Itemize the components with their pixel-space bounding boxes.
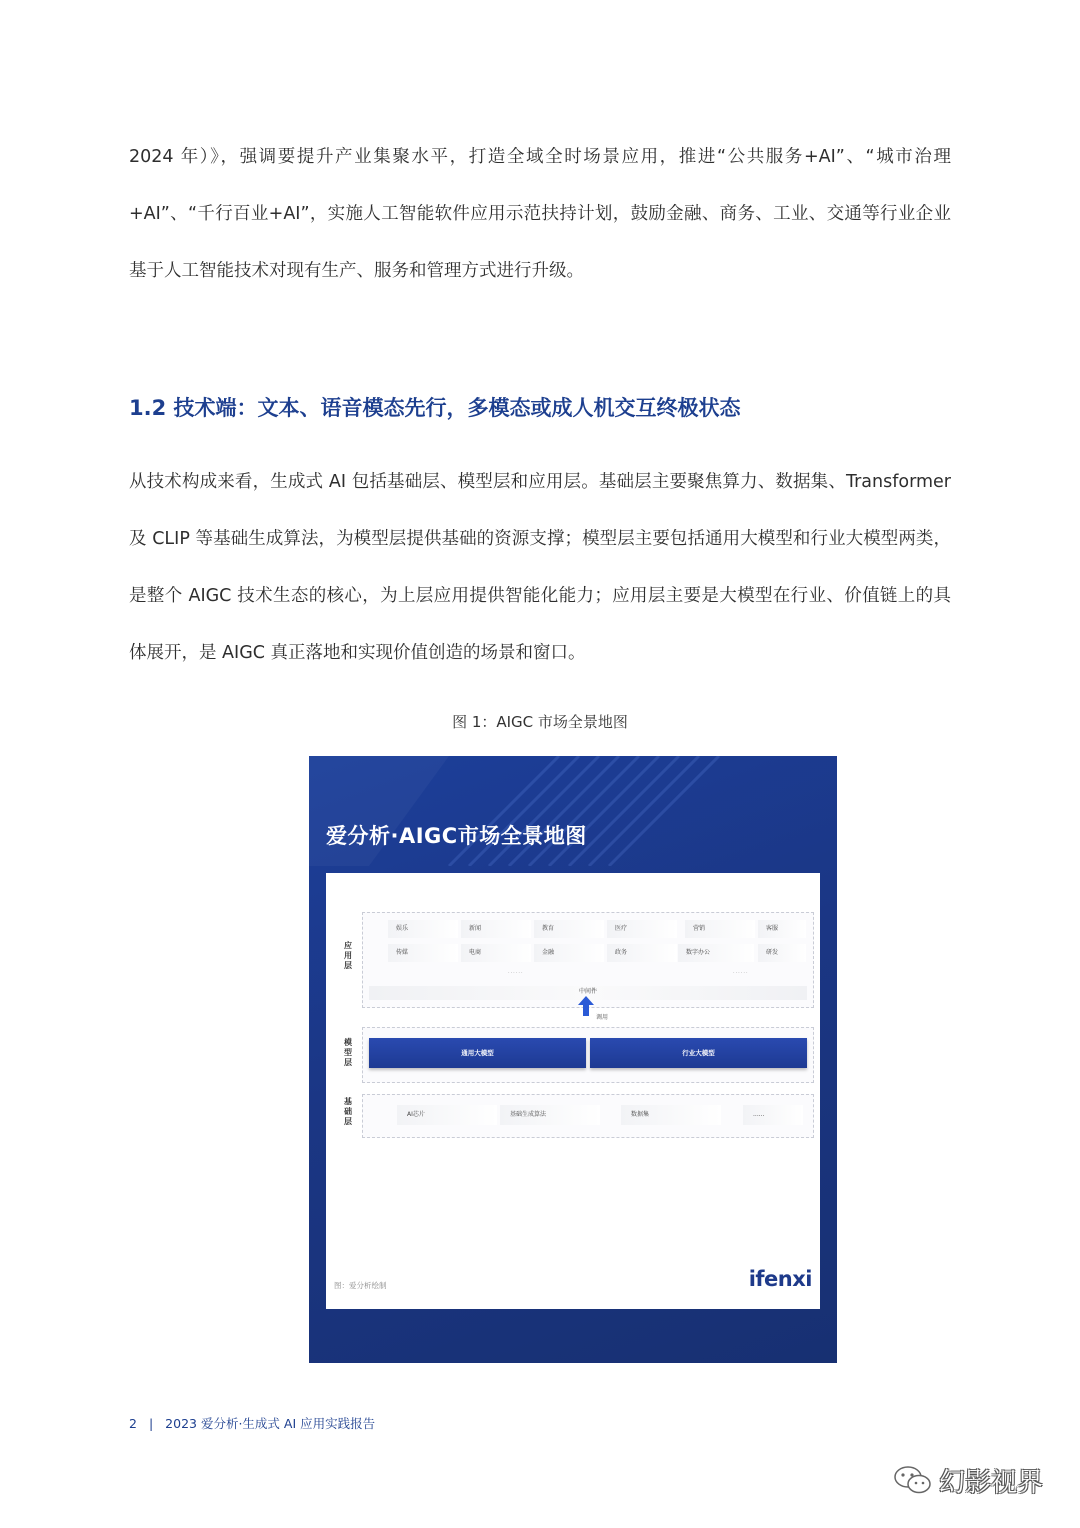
base-chip: AI芯片 [397, 1105, 497, 1125]
general-model-block: 通用大模型 [369, 1038, 586, 1068]
more-dots: ...... [508, 969, 524, 975]
call-label: 调用 [596, 1014, 609, 1021]
model-layer-box [362, 1027, 814, 1083]
industry-model-block: 行业大模型 [590, 1038, 807, 1068]
middleware-bar: 中间件 [369, 986, 807, 1000]
body-paragraph: 从技术构成来看，生成式 AI 包括基础层、模型层和应用层。基础层主要聚焦算力、数据集、Transformer 及 CLIP 等基础生成算法，为模型层提供基础的资源支撑；模型层主要包括通用大模型和行业大模型两类，是整个 AIGC 技术生态的核心，为上层应用提供智能化能力；应用层主要是大模型在行业、价值链上的具体展开，是 AIGC 真正落地和实现价值创造的场景和窗口。 [129, 472, 951, 663]
model-layer-label: 模型层 [344, 1038, 352, 1067]
section-heading: 1.2 技术端：文本、语音模态先行，多模态或成人机交互终极状态 [129, 396, 741, 420]
app-chip: 政务 [607, 944, 677, 962]
up-arrow-icon [578, 996, 594, 1016]
app-chip: 电商 [461, 944, 531, 962]
figure-card [326, 873, 820, 1309]
intro-paragraph: 2024 年）》，强调要提升产业集聚水平，打造全域全时场景应用，推进“公共服务+AI”、“城市治理+AI”、“千行百业+AI”，实施人工智能软件应用示范扶持计划，鼓励金融、商务、工业、交通等行业企业基于人工智能技术对现有生产、服务和管理方式进行升级。 [129, 147, 951, 281]
base-layer-label: 基础层 [344, 1097, 352, 1126]
application-layer-box [362, 912, 814, 1008]
base-chip: 基础生成算法 [500, 1105, 600, 1125]
watermark-text: 幻影视界 [939, 1467, 1044, 1498]
base-chip: ...... [743, 1105, 803, 1125]
wechat-icon [893, 1464, 933, 1496]
app-chip: 金融 [534, 944, 604, 962]
report-title: 2023 爱分析·生成式 AI 应用实践报告 [165, 1416, 376, 1431]
app-chip: 营销 [685, 920, 755, 938]
more-dots: ...... [733, 969, 749, 975]
app-chip: 娱乐 [388, 920, 458, 938]
app-chip: 教育 [534, 920, 604, 938]
base-chip: 数据集 [621, 1105, 721, 1125]
app-chip: 医疗 [607, 920, 677, 938]
aigc-market-map-figure [309, 756, 837, 1363]
page-number: 2 [129, 1416, 137, 1431]
app-chip: 数字办公 [678, 944, 754, 962]
ifenxi-logo: ifenxi [748, 1267, 812, 1291]
figure-caption: 图 1：AIGC 市场全景地图 [452, 713, 628, 731]
base-layer-box [362, 1094, 814, 1138]
figure-title: 爱分析·AIGC市场全景地图 [326, 824, 587, 848]
footer-separator: | [148, 1416, 154, 1431]
app-chip: 研发 [758, 944, 806, 962]
app-chip: 新闻 [461, 920, 531, 938]
application-layer-label: 应用层 [344, 941, 352, 970]
app-chip: 客服 [758, 920, 806, 938]
figure-source: 图：爱分析绘制 [334, 1281, 387, 1290]
page-footer [129, 1414, 375, 1432]
watermark [893, 1460, 1043, 1500]
app-chip: 传媒 [388, 944, 458, 962]
